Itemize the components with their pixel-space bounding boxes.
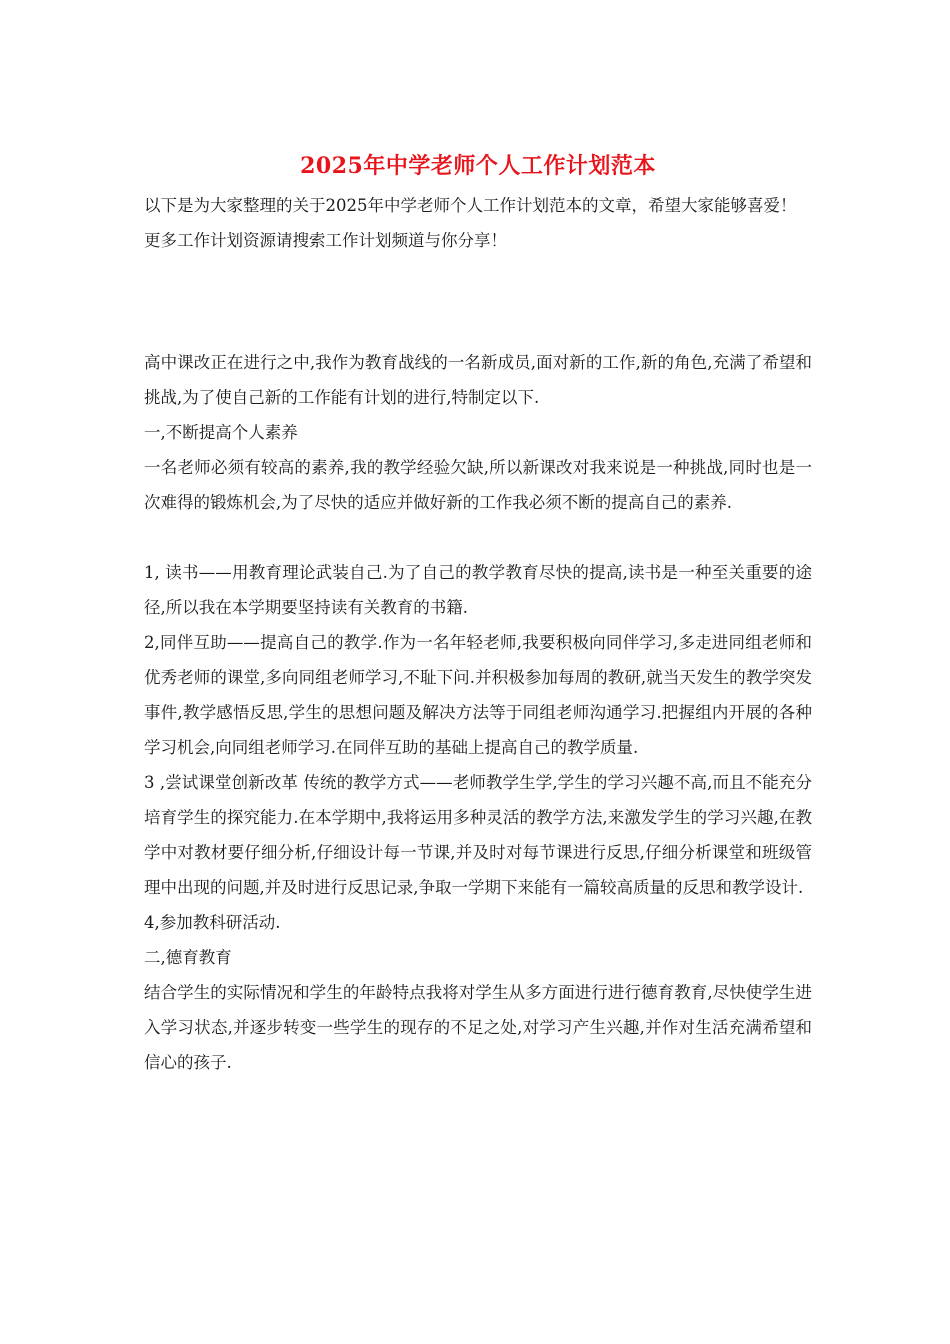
- section-spacer: [144, 258, 812, 345]
- section-heading: 一,不断提高个人素养: [144, 423, 298, 442]
- list-item: 4,参加教科研活动.: [144, 913, 281, 932]
- document-page: [144, 148, 812, 1080]
- blank-line: [144, 520, 812, 555]
- body-paragraph: 一名老师必须有较高的素养,我的教学经验欠缺,所以新课改对我来说是一种挑战,同时也是一次难得的锻炼机会,为了尽快的适应并做好新的工作我必须不断的提高自己的素养.: [144, 458, 812, 512]
- body-paragraph: 结合学生的实际情况和学生的年龄特点我将对学生从多方面进行进行德育教育,尽快使学生进入学习状态,并逐步转变一些学生的现存的不足之处,对学习产生兴趣,并作对生活充满希望和信心的孩子.: [144, 983, 812, 1072]
- body-paragraph: 高中课改正在进行之中,我作为教育战线的一名新成员,面对新的工作,新的角色,充满了希望和挑战,为了使自己新的工作能有计划的进行,特制定以下.: [144, 353, 812, 407]
- intro-paragraph: 以下是为大家整理的关于2025年中学老师个人工作计划范本的文章，希望大家能够喜爱！更多工作计划资源请搜索工作计划频道与你分享！: [144, 196, 797, 250]
- section-heading: 二,德育教育: [144, 948, 232, 967]
- list-item: 1, 读书——用教育理论武装自己.为了自己的教学教育尽快的提高,读书是一种至关重要的途径,所以我在本学期要坚持读有关教育的书籍.: [144, 563, 812, 617]
- document-title: 2025年中学老师个人工作计划范本: [300, 153, 656, 179]
- list-item: 3 ,尝试课堂创新改革 传统的教学方式——老师教学生学,学生的学习兴趣不高,而且不能充分培育学生的探究能力.在本学期中,我将运用多种灵活的教学方法,来激发学生的学习兴趣,在教学中对教材要仔细分析,仔细设计每一节课,并及时对每节课进行反思,仔细分析课堂和班级管理中出现的问题,并及时进行反思记录,争取一学期下来能有一篇较高质量的反思和教学设计.: [144, 773, 812, 897]
- list-item: 2,同伴互助——提高自己的教学.作为一名年轻老师,我要积极向同伴学习,多走进同组老师和优秀老师的课堂,多向同组老师学习,不耻下问.并积极参加每周的教研,就当天发生的教学突发事件,教学感悟反思,学生的思想问题及解决方法等于同组老师沟通学习.把握组内开展的各种学习机会,向同组老师学习.在同伴互助的基础上提高自己的教学质量.: [144, 633, 812, 757]
